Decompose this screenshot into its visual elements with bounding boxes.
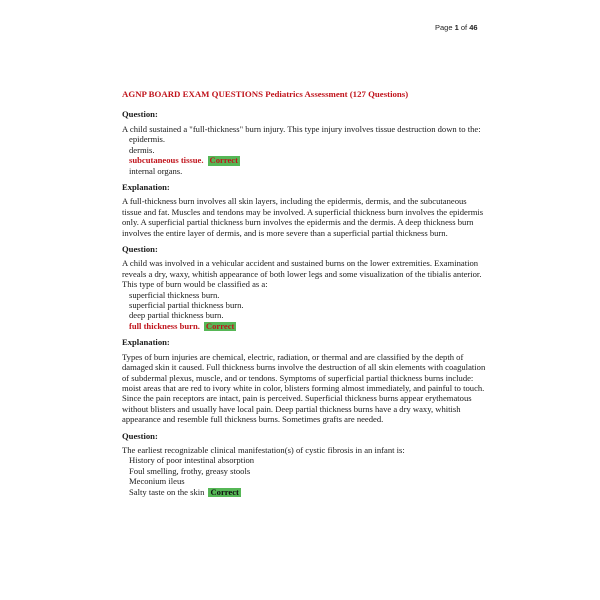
answer-option: deep partial thickness burn. xyxy=(129,310,224,321)
answer-option: History of poor intestinal absorption xyxy=(129,455,255,466)
question-label: Question: xyxy=(122,243,158,254)
document-title: AGNP BOARD EXAM QUESTIONS Pediatrics Assessment (127 Questions) xyxy=(122,89,409,99)
question-label: Question: xyxy=(122,109,158,120)
explanation-label: Explanation: xyxy=(122,181,170,192)
correct-badge: Correct xyxy=(209,155,238,166)
question-block-3 xyxy=(122,431,487,498)
answer-text: full thickness burn. xyxy=(129,320,200,331)
explanation-text: A full-thickness burn involves all skin layers, including the epidermis, dermis, and the subcutaneous tissue and fat. Muscles and tendons may be involved. A superficial thickness burn involves the epidermis only. A superficial partial thickness burn involves the epidermis and the dermis. A deep thickness burn involves the entire layer of dermis, and is more severe than a superficial partial thickness burn. xyxy=(122,196,484,238)
answer-text: Salty taste on the skin xyxy=(129,486,205,497)
answer-options xyxy=(122,455,487,497)
answer-option: internal organs. xyxy=(129,165,183,176)
question-block-2 xyxy=(122,244,487,425)
question-text: The earliest recognizable clinical manifestation(s) of cystic fibrosis in an infant is: xyxy=(122,444,405,455)
answer-option: superficial partial thickness burn. xyxy=(129,300,244,310)
answer-options xyxy=(122,290,487,332)
answer-option: Foul smelling, frothy, greasy stools xyxy=(129,465,251,476)
document-body xyxy=(122,89,487,503)
answer-text: subcutaneous tissue. xyxy=(129,155,204,166)
answer-option-correct xyxy=(122,155,487,166)
question-text: A child sustained a "full-thickness" burn injury. This type injury involves tissue destruction down to the: xyxy=(122,123,481,134)
explanation-label: Explanation: xyxy=(122,337,170,348)
question-text: A child was involved in a vehicular accident and sustained burns on the lower extremities. Examination reveals a dry, waxy, whitish appearance of both lower legs and some visualization of the tibialis anterior. This type of burn would be classified as a: xyxy=(122,258,482,290)
page-of: of xyxy=(460,23,468,32)
answer-option: dermis. xyxy=(129,144,155,155)
answer-option-correct xyxy=(122,321,487,332)
question-label: Question: xyxy=(122,430,158,441)
correct-badge: Correct xyxy=(205,320,235,331)
answer-options xyxy=(122,134,487,176)
explanation-text: Types of burn injuries are chemical, electric, radiation, or thermal and are classified by the depth of damaged skin it caused. Full thickness burns involve the destruction of all skin elements with coagulation of subdermal plexus, muscle, and or tendons. Symptoms of superficial partial thickness burns include: moist areas that are red to ivory white in color, blisters forming almost immediately, and painful to touch. Since the pain receptors are intact, pain is perceived. Superficial thickness burns appear erythematous without blisters and usually have local pain. Deep partial thickness burns have a dry waxy, whitish appearance and resemble full thickness burns. Sometimes grafts are needed. xyxy=(122,351,486,425)
answer-option: epidermis. xyxy=(129,134,166,145)
page-current: 1 xyxy=(454,23,459,32)
answer-option: Meconium ileus xyxy=(129,476,185,487)
answer-option: superficial thickness burn. xyxy=(129,289,220,300)
page-prefix: Page xyxy=(435,23,453,32)
page-number xyxy=(435,23,478,32)
answer-option-correct xyxy=(122,487,487,498)
question-block-1 xyxy=(122,109,487,238)
page-total: 46 xyxy=(469,23,478,32)
correct-badge: Correct xyxy=(210,486,239,497)
